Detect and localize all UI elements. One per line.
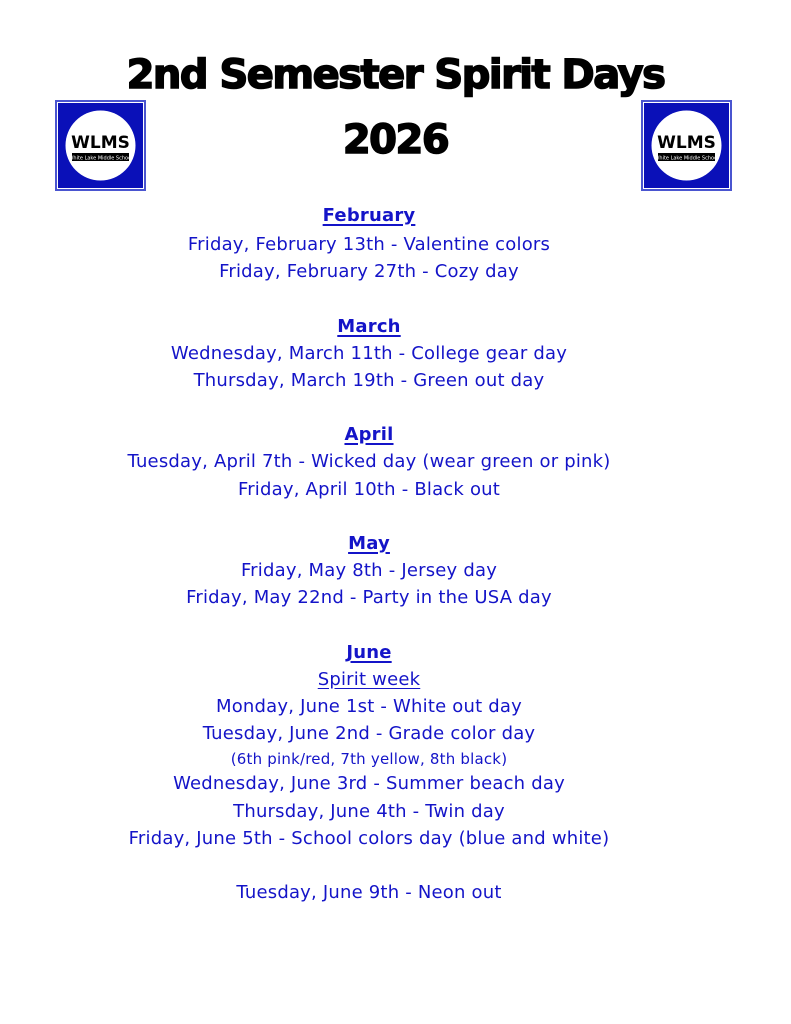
- spirit-day-item: Tuesday, June 2nd - Grade color day: [202, 723, 536, 744]
- spirit-day-item: Friday, April 10th - Black out: [237, 479, 501, 500]
- spirit-day-item: Wednesday, June 3rd - Summer beach day: [173, 773, 565, 794]
- spirit-day-item: Friday, June 5th - School colors day (blue and white): [128, 828, 610, 849]
- spirit-day-item: Tuesday, June 9th - Neon out: [236, 882, 502, 903]
- school-logo-right: [641, 100, 732, 191]
- month-heading-february: February: [322, 205, 416, 226]
- spirit-day-item: Tuesday, April 7th - Wicked day (wear green or pink): [127, 451, 611, 472]
- spirit-day-item: Friday, May 8th - Jersey day: [240, 560, 498, 581]
- month-heading-may: May: [348, 533, 390, 554]
- logo-subtext: White Lake Middle School: [654, 155, 719, 162]
- month-heading-june: June: [346, 642, 392, 663]
- logo-subtext: White Lake Middle School: [68, 155, 133, 162]
- spirit-week-subheading: Spirit week: [317, 669, 421, 690]
- spirit-day-item: Wednesday, March 11th - College gear day: [170, 343, 568, 364]
- spirit-day-item: Thursday, March 19th - Green out day: [193, 370, 545, 391]
- spirit-day-item: Thursday, June 4th - Twin day: [233, 801, 505, 822]
- grade-color-note: (6th pink/red, 7th yellow, 8th black): [230, 750, 508, 768]
- page-title: 2nd Semester Spirit Days: [126, 52, 665, 98]
- school-logo-left: [55, 100, 146, 191]
- logo-text: WLMS: [71, 133, 130, 153]
- logo-text: WLMS: [657, 133, 716, 153]
- month-heading-march: March: [337, 316, 401, 337]
- spirit-day-item: Friday, May 22nd - Party in the USA day: [186, 587, 552, 608]
- spirit-day-item: Friday, February 13th - Valentine colors: [187, 234, 551, 255]
- page-title-year: 2026: [342, 117, 449, 163]
- spirit-day-item: Monday, June 1st - White out day: [215, 696, 523, 717]
- month-heading-april: April: [344, 424, 394, 445]
- spirit-day-item: Friday, February 27th - Cozy day: [219, 261, 519, 282]
